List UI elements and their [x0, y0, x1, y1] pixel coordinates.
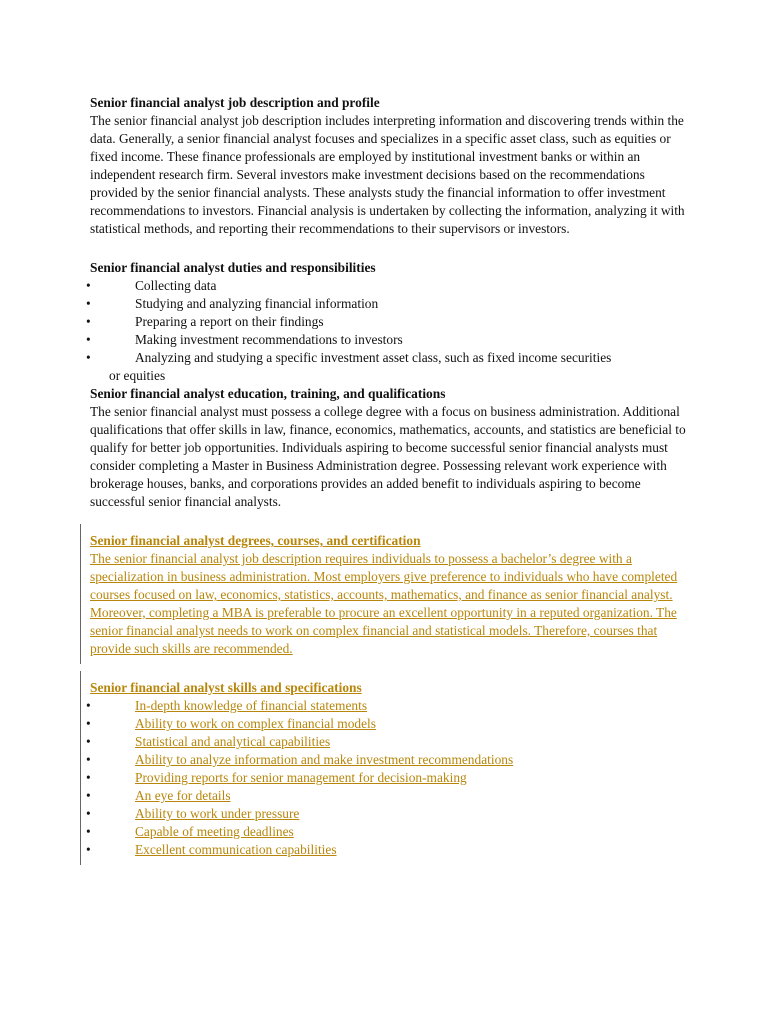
section-heading: Senior financial analyst duties and responsibilities [90, 260, 376, 275]
document-page [86, 94, 690, 859]
list-item: • Ability to work on complex financial models [86, 716, 376, 731]
bullet-icon: • [86, 806, 91, 821]
list-item: • Ability to work under pressure [86, 806, 300, 821]
section-degrees-tracked-change [90, 532, 690, 658]
list-item: • Capable of meeting deadlines [86, 824, 294, 839]
list-item: • Collecting data [86, 278, 217, 293]
list-item: • Ability to analyze information and make investment recommendations [86, 752, 514, 767]
list-item: • Preparing a report on their findings [86, 314, 324, 329]
bullet-icon: • [86, 734, 91, 749]
list-item: • Providing reports for senior management for decision-making [86, 770, 467, 785]
section-education [90, 385, 690, 511]
section-heading: Senior financial analyst job description and profile [90, 95, 380, 110]
change-bar [80, 524, 81, 664]
bullet-icon: • [86, 350, 91, 365]
list-item: • Analyzing and studying a specific investment asset class, such as fixed income securities or equities [86, 350, 612, 383]
change-bar [80, 671, 81, 865]
section-heading: Senior financial analyst education, training, and qualifications [90, 386, 446, 401]
bullet-icon: • [86, 314, 91, 329]
list-item: • Making investment recommendations to investors [86, 332, 403, 347]
section-job-description [90, 94, 690, 238]
section-body: The senior financial analyst must possess a college degree with a focus on business administration. Additional qualifications that offer skills in law, finance, economics, mathematics, accounts, and statistics are beneficial to qualify for better job opportunities. Individuals aspiring to become successful senior financial analysts must consider completing a Master in Business Administration degree. Possessing relevant work experience with brokerage houses, banks, and corporations provides an added benefit to individuals aspiring to become successful senior financial analysts. [90, 404, 686, 509]
list-item: • In-depth knowledge of financial statements [86, 698, 368, 713]
section-duties [86, 259, 690, 385]
bullet-icon: • [86, 278, 91, 293]
section-heading: Senior financial analyst skills and specifications [90, 680, 362, 695]
list-item: • Studying and analyzing financial information [86, 296, 379, 311]
list-item: • Excellent communication capabilities [86, 842, 337, 857]
list-item: • An eye for details [86, 788, 231, 803]
bullet-icon: • [86, 788, 91, 803]
bullet-icon: • [86, 296, 91, 311]
section-body: The senior financial analyst job description includes interpreting information and discovering trends within the data. Generally, a senior financial analyst focuses and specializes in a specific asset class, such as equities or fixed income. These finance professionals are employed by institutional investment banks or within an independent research firm. Several investors make investment decisions based on the recommendations provided by the senior financial analysts. These analysts study the financial information to offer investment recommendations to investors. Financial analysis is undertaken by collecting the information, analyzing it with statistical methods, and reporting their recommendations to their supervisors or investors. [90, 113, 685, 236]
bullet-icon: • [86, 752, 91, 767]
section-heading: Senior financial analyst degrees, courses, and certification [90, 533, 421, 548]
section-skills-tracked-change [86, 679, 690, 859]
bullet-icon: • [86, 716, 91, 731]
bullet-icon: • [86, 332, 91, 347]
bullet-icon: • [86, 698, 91, 713]
duties-list [86, 277, 690, 385]
skills-list [86, 697, 690, 859]
bullet-icon: • [86, 842, 91, 857]
list-item: • Statistical and analytical capabilities [86, 734, 331, 749]
bullet-icon: • [86, 770, 91, 785]
section-body: The senior financial analyst job description requires individuals to possess a bachelor’s degree with a specialization in business administration. Most employers give preference to individuals who have completed courses focused on law, economics, statistics, accounts, mathematics, and finance as senior financial analyst. Moreover, completing a MBA is preferable to procure an excellent opportunity in a reputed organization. The senior financial analyst needs to work on complex financial and statistical models. Therefore, courses that provide such skills are recommended. [90, 551, 678, 656]
bullet-icon: • [86, 824, 91, 839]
